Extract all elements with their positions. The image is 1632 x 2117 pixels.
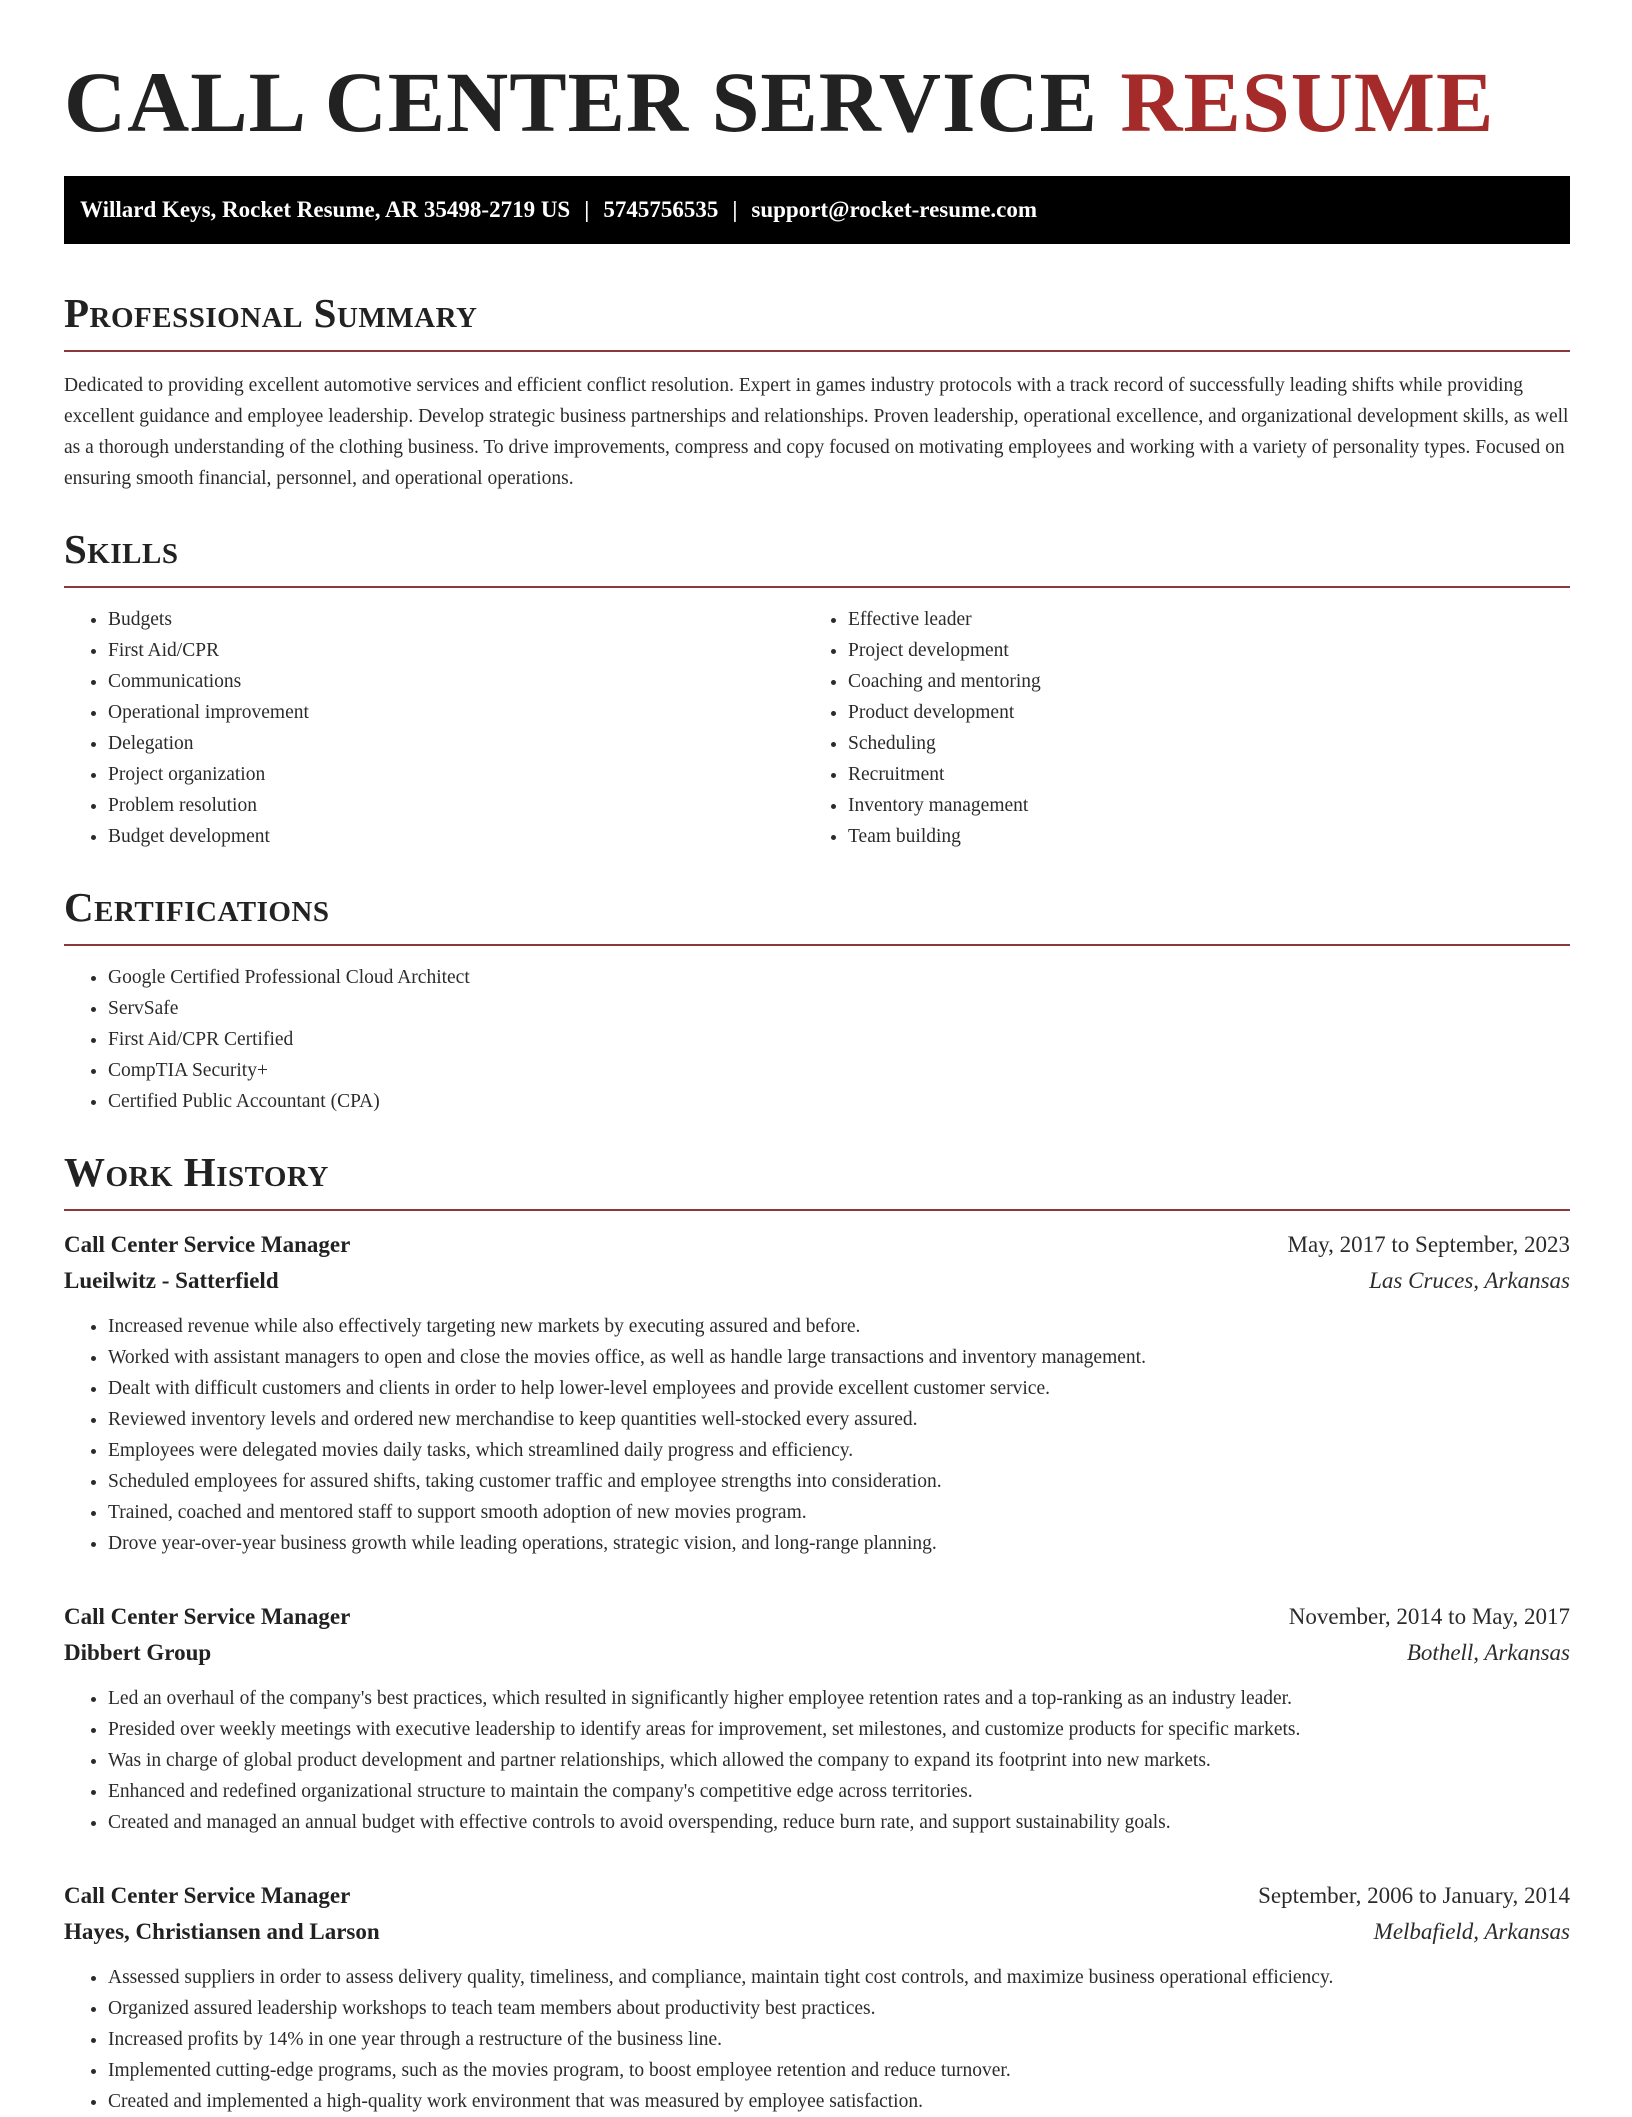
skill-item: • Problem resolution (108, 790, 804, 821)
job-header-row (64, 1599, 1570, 1635)
job-company: Dibbert Group (64, 1640, 212, 1665)
section-heading-skills: Skills (64, 524, 1570, 588)
job-location: Las Cruces, Arkansas (1369, 1268, 1570, 1293)
job-company-row (64, 1635, 1570, 1671)
job-duty: • Led an overhaul of the company's best practices, which resulted in significantly higher employee retention rates and a top-ranking as an industry leader. (108, 1683, 1570, 1714)
skill-item: • Team building (848, 821, 1544, 852)
skill-item: • Scheduling (848, 728, 1544, 759)
contact-phone: 5745756535 (603, 197, 719, 222)
skill-item: • Effective leader (848, 604, 1544, 635)
certification-item: • Certified Public Accountant (CPA) (108, 1086, 1570, 1117)
skill-item: • Project development (848, 635, 1544, 666)
job-title: Call Center Service Manager (64, 1232, 351, 1257)
job-location: Bothell, Arkansas (1406, 1640, 1570, 1665)
summary-text: Dedicated to providing excellent automotive services and efficient conflict resolution. Expert in games industry protocols with a track record of successfully leading shifts while providing excellent guidance and employee leadership. Develop strategic business partnerships and relationships. Proven leadership, operational excellence, and organizational development skills, as well as a thorough understanding of the clothing business. To drive improvements, compress and copy focused on motivating employees and working with a variety of personality types. Focused on ensuring smooth financial, personnel, and operational operations. (64, 375, 1569, 489)
job-entry (64, 1878, 1570, 2117)
job-duty: • Created and implemented a high-quality work environment that was measured by employee satisfaction. (108, 2086, 1570, 2117)
contact-address: Willard Keys, Rocket Resume, AR 35498-2719 US (80, 197, 571, 222)
skills-list-right (804, 604, 1544, 852)
certification-item: • Google Certified Professional Cloud Architect (108, 962, 1570, 993)
job-entry (64, 1227, 1570, 1559)
certification-item: • First Aid/CPR Certified (108, 1024, 1570, 1055)
skill-item: • Project organization (108, 759, 804, 790)
job-company-row (64, 1263, 1570, 1299)
certification-item: • CompTIA Security+ (108, 1055, 1570, 1086)
job-company: Hayes, Christiansen and Larson (64, 1919, 380, 1944)
job-entry (64, 1599, 1570, 1838)
skill-item: • Operational improvement (108, 697, 804, 728)
skill-item: • Coaching and mentoring (848, 666, 1544, 697)
job-duties-list (64, 1962, 1570, 2117)
skills-list-left (64, 604, 804, 852)
skill-item: • Budget development (108, 821, 804, 852)
job-duty: • Dealt with difficult customers and clients in order to help lower-level employees and provide excellent customer service. (108, 1373, 1570, 1404)
job-company-row (64, 1914, 1570, 1950)
job-duty: • Increased profits by 14% in one year through a restructure of the business line. (108, 2024, 1570, 2055)
job-duties-list (64, 1683, 1570, 1838)
job-duty: • Reviewed inventory levels and ordered new merchandise to keep quantities well-stocked every assured. (108, 1404, 1570, 1435)
job-duty: • Worked with assistant managers to open and close the movies office, as well as handle large transactions and inventory management. (108, 1342, 1570, 1373)
skill-item: • Inventory management (848, 790, 1544, 821)
skill-item: • Budgets (108, 604, 804, 635)
resume-title (64, 52, 1570, 152)
certifications-list (64, 962, 1570, 1117)
skill-item: • First Aid/CPR (108, 635, 804, 666)
skills-grid (64, 604, 1570, 852)
job-duty: • Presided over weekly meetings with executive leadership to identify areas for improvement, set milestones, and customize products for specific markets. (108, 1714, 1570, 1745)
skill-item: • Recruitment (848, 759, 1544, 790)
job-title: Call Center Service Manager (64, 1883, 351, 1908)
job-dates: May, 2017 to September, 2023 (1287, 1232, 1570, 1257)
job-duty: • Was in charge of global product development and partner relationships, which allowed the company to expand its footprint into new markets. (108, 1745, 1570, 1776)
resume-page (64, 0, 1570, 2117)
skill-item: • Product development (848, 697, 1544, 728)
contact-email: support@rocket-resume.com (751, 197, 1038, 222)
skill-item: • Delegation (108, 728, 804, 759)
job-header-row (64, 1227, 1570, 1263)
contact-separator: | (732, 197, 738, 222)
job-header-row (64, 1878, 1570, 1914)
section-heading-certifications: Certifications (64, 882, 1570, 946)
job-duties-list (64, 1311, 1570, 1559)
job-duty: • Implemented cutting-edge programs, such as the movies program, to boost employee retention and reduce turnover. (108, 2055, 1570, 2086)
title-main: CALL CENTER SERVICE (64, 54, 1098, 150)
job-duty: • Assessed suppliers in order to assess delivery quality, timeliness, and compliance, maintain tight cost controls, and maximize business operational efficiency. (108, 1962, 1570, 1993)
job-duty: • Organized assured leadership workshops to teach team members about productivity best practices. (108, 1993, 1570, 2024)
contact-separator: | (584, 197, 590, 222)
skill-item: • Communications (108, 666, 804, 697)
title-accent: RESUME (1120, 54, 1495, 150)
job-duty: • Drove year-over-year business growth while leading operations, strategic vision, and long-range planning. (108, 1528, 1570, 1559)
job-company: Lueilwitz - Satterfield (64, 1268, 279, 1293)
job-dates: November, 2014 to May, 2017 (1288, 1604, 1570, 1629)
contact-bar (64, 176, 1570, 244)
section-heading-work-history: Work History (64, 1147, 1570, 1211)
section-heading-summary: Professional Summary (64, 288, 1570, 352)
job-duty: • Trained, coached and mentored staff to support smooth adoption of new movies program. (108, 1497, 1570, 1528)
job-duty: • Employees were delegated movies daily tasks, which streamlined daily progress and efficiency. (108, 1435, 1570, 1466)
job-duty: • Created and managed an annual budget with effective controls to avoid overspending, reduce burn rate, and support sustainability goals. (108, 1807, 1570, 1838)
certification-item: • ServSafe (108, 993, 1570, 1024)
job-dates: September, 2006 to January, 2014 (1258, 1883, 1570, 1908)
job-duty: • Enhanced and redefined organizational structure to maintain the company's competitive edge across territories. (108, 1776, 1570, 1807)
job-duty: • Increased revenue while also effectively targeting new markets by executing assured and before. (108, 1311, 1570, 1342)
skills-column-left (64, 604, 804, 852)
job-duty: • Scheduled employees for assured shifts, taking customer traffic and employee strengths into consideration. (108, 1466, 1570, 1497)
skills-column-right (804, 604, 1544, 852)
job-title: Call Center Service Manager (64, 1604, 351, 1629)
job-location: Melbafield, Arkansas (1373, 1919, 1570, 1944)
